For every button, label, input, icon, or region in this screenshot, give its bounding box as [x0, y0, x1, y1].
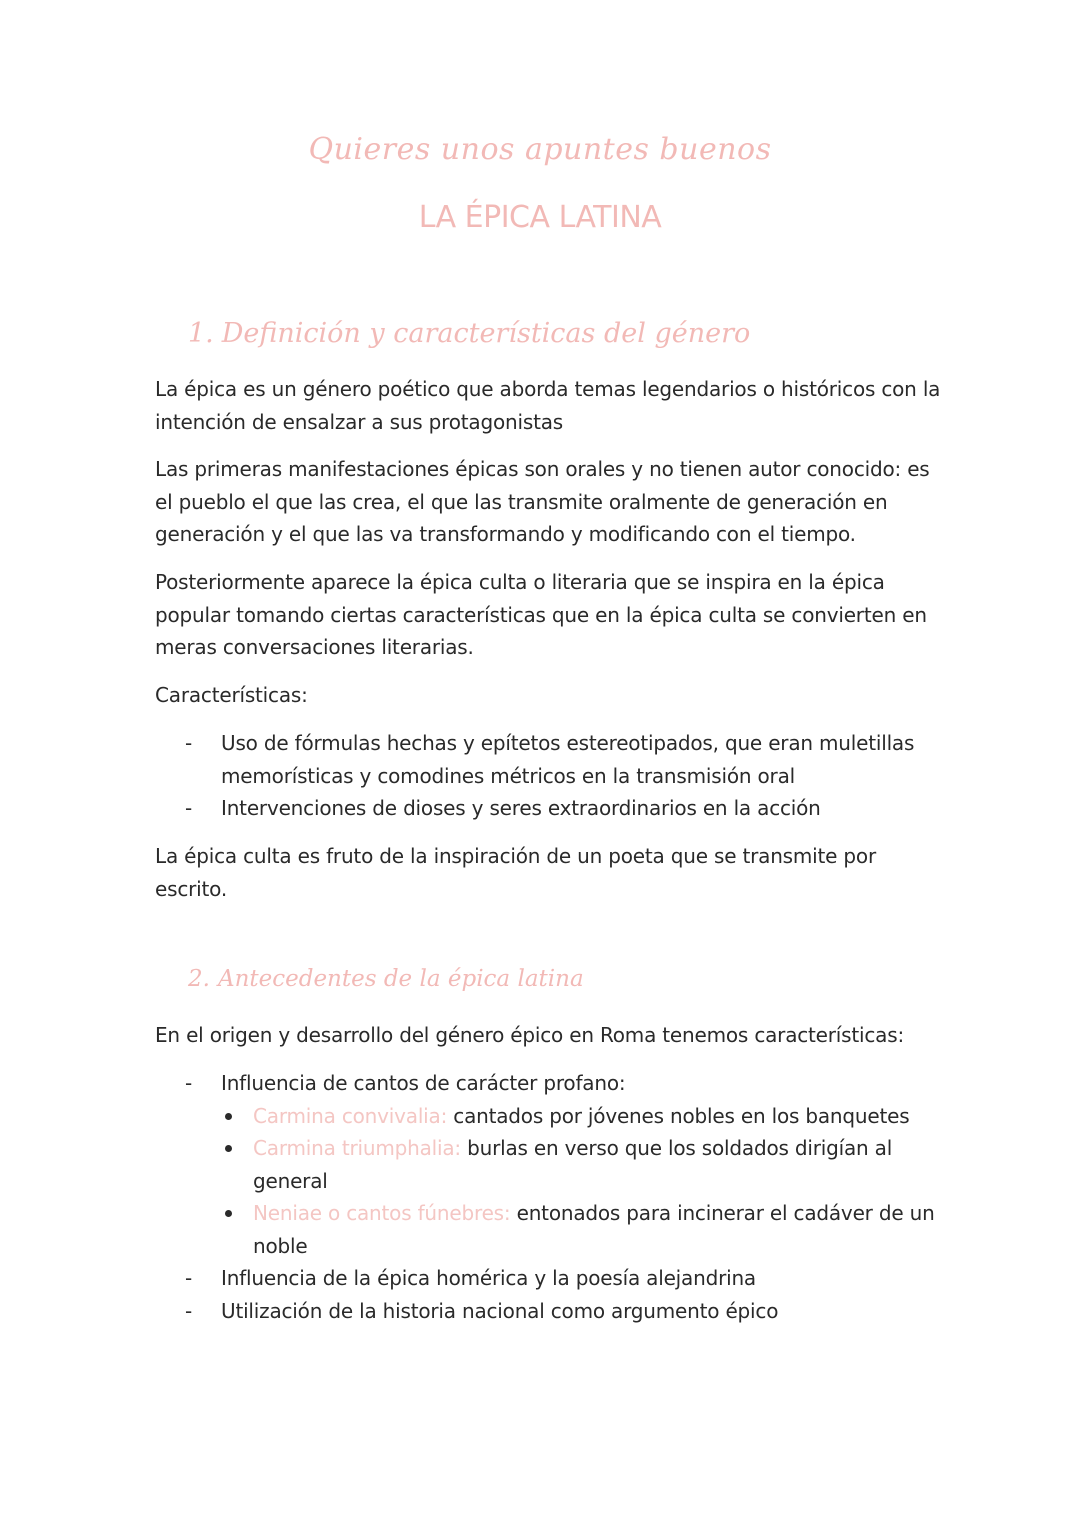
- list-item: [155, 1067, 945, 1262]
- bullet-marker: [225, 1145, 232, 1152]
- term-description: burlas en verso que los soldados dirigían al general: [253, 1136, 893, 1193]
- sub-list-item: [221, 1197, 945, 1262]
- paragraph-label: Características:: [155, 683, 308, 707]
- section-heading-1: [188, 318, 750, 349]
- dash-marker: -: [185, 1071, 193, 1095]
- bullet-marker: [225, 1113, 232, 1120]
- section-heading-2: [188, 966, 584, 992]
- list-item: [155, 792, 945, 825]
- paragraph: En el origen y desarrollo del género épico en Roma tenemos características:: [155, 1023, 904, 1047]
- page-title: LA ÉPICA LATINA: [418, 200, 662, 235]
- section-number: 1.: [188, 318, 214, 349]
- term-description: entonados para incinerar el cadáver de un noble: [253, 1201, 935, 1258]
- page-kicker: Quieres unos apuntes buenos: [308, 132, 772, 167]
- paragraph: La épica es un género poético que aborda temas legendarios o históricos con la intención de ensalzar a sus protagonistas: [155, 377, 941, 434]
- dash-marker: -: [185, 731, 193, 755]
- paragraph: La épica culta es fruto de la inspiración de un poeta que se transmite por escrito.: [155, 844, 876, 901]
- list-item-text: Uso de fórmulas hechas y epítetos estereotipados, que eran muletillas memorísticas y comodines métricos en la transmisión oral: [221, 731, 915, 788]
- sub-list: [221, 1100, 945, 1263]
- list-item-text: Utilización de la historia nacional como argumento épico: [221, 1298, 779, 1323]
- antecedents-list: [155, 1067, 945, 1327]
- term-label: Neniae o cantos fúnebres:: [253, 1201, 511, 1225]
- bullet-marker: [225, 1210, 232, 1217]
- paragraph: Las primeras manifestaciones épicas son orales y no tienen autor conocido: es el pueblo el que las crea, el que las transmite oralmente de generación en generación y el que las va transformando y modificando con el tiempo.: [155, 457, 930, 546]
- list-item-text: Intervenciones de dioses y seres extraordinarios en la acción: [221, 796, 821, 820]
- dash-marker: -: [185, 796, 193, 820]
- dash-marker: -: [185, 1298, 193, 1323]
- list-item-text: Influencia de cantos de carácter profano:: [221, 1071, 626, 1095]
- term-label: Carmina convivalia:: [253, 1103, 448, 1128]
- paragraph: Posteriormente aparece la épica culta o literaria que se inspira en la épica popular tomando ciertas características que en la épica culta se convierten en meras conversaciones literarias.: [155, 570, 927, 659]
- list-item-text: Influencia de la épica homérica y la poesía alejandrina: [221, 1266, 756, 1290]
- list-item: [155, 1262, 945, 1295]
- sub-list-item: [221, 1100, 945, 1133]
- term-label: Carmina triumphalia:: [253, 1136, 461, 1160]
- dash-marker: -: [185, 1266, 193, 1290]
- sub-list-item: [221, 1132, 945, 1197]
- list-item: [155, 1295, 945, 1328]
- section-number: 2.: [188, 966, 210, 992]
- characteristics-list: [155, 727, 945, 825]
- term-description: cantados por jóvenes nobles en los banquetes: [447, 1103, 910, 1128]
- list-item: [155, 727, 945, 792]
- section-heading-text: Definición y características del género: [221, 318, 751, 349]
- section-heading-text: Antecedentes de la épica latina: [217, 966, 584, 992]
